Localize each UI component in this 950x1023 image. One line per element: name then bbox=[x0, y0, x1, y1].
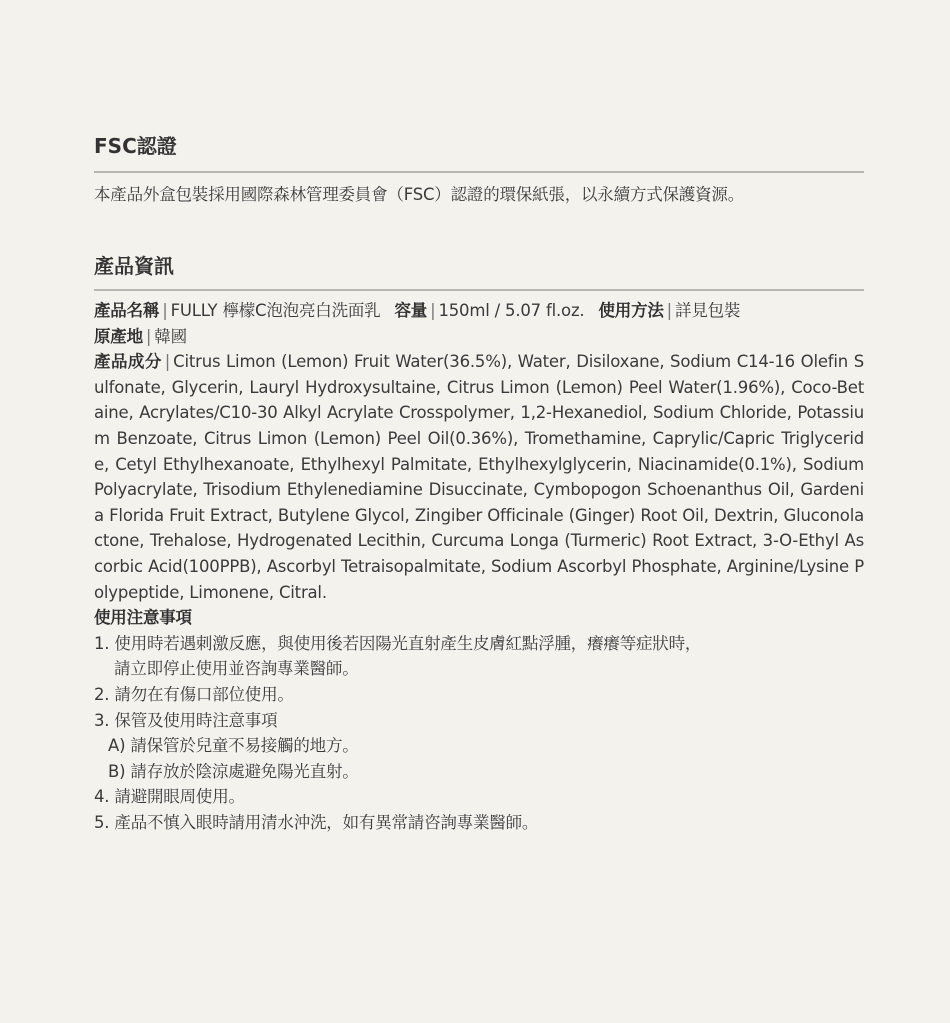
ingredients-label: 產品成分 bbox=[94, 352, 162, 372]
usage-value: 詳見包裝 bbox=[675, 301, 741, 320]
origin-row: 原產地 | 韓國 bbox=[94, 326, 187, 346]
caution-item-4: 4. 請避開眼周使用。 bbox=[94, 787, 245, 807]
caution-item-3a: A) 請保管於兒童不易接觸的地方。 bbox=[108, 736, 359, 756]
product-name-row: 產品名稱 | FULLY 檸檬C泡泡亮白洗面乳 容量 | 150ml / 5.07 fl.oz. 使用方法 | 詳見包裝 bbox=[94, 301, 741, 320]
product-info-section-title: 產品資訊 bbox=[94, 254, 174, 278]
cautions-label: 使用注意事項 bbox=[94, 608, 192, 628]
fsc-divider bbox=[94, 171, 864, 173]
product-name-label: 產品名稱 bbox=[94, 301, 160, 320]
product-info-divider bbox=[94, 289, 864, 291]
caution-item-5: 5. 產品不慎入眼時請用清水沖洗，如有異常請咨詢專業醫師。 bbox=[94, 812, 539, 832]
volume-label: 容量 bbox=[394, 301, 428, 320]
ingredients-block: 產品成分 | Citrus Limon (Lemon) Fruit Water(36.5%), Water, Disiloxane, Sodium C14-16 Olefin Sulfonate, Glycerin, Lauryl Hydroxysultaine, Citrus Limon (Lemon) Peel Water(1.96%), Coco-Betaine, Acrylates/C10-30 Alkyl Acrylate Crosspolymer, 1,2-Hexanediol, Sodium Chloride, Potassium Benzoate, Citrus Limon (Lemon) Peel Oil(0.36%), Tromethamine, Caprylic/Capric Triglyceride, Cetyl Ethylhexanoate, Ethylhexyl Palmitate, Ethylhexylglycerin, Niacinamide(0.1%), Sodium Polyacrylate, Trisodium Ethylenediamine Disuccinate, Cymbopogon Schoenanthus Oil, Gardenia Florida Fruit Extract, Butylene Glycol, Zingiber Officinale (Ginger) Root Oil, Dextrin, Gluconolactone, Trehalose, Hydrogenated Lecithin, Curcuma Longa (Turmeric) Root Extract, 3-O-Ethyl Ascorbic Acid(100PPB), Ascorbyl Tetraisopalmitate, Sodium Ascorbyl Phosphate, Arginine/Lysine Polypeptide, Limonene, Citral. bbox=[94, 352, 865, 602]
caution-item-2: 2. 請勿在有傷口部位使用。 bbox=[94, 684, 294, 704]
product-name-value: FULLY 檸檬C泡泡亮白洗面乳 bbox=[170, 301, 381, 320]
ingredients-value: Citrus Limon (Lemon) Fruit Water(36.5%), Water, Disiloxane, Sodium C14-16 Olefin Sulfonate, Glycerin, Lauryl Hydroxysultaine, Citrus Limon (Lemon) Peel Water(1.96%), Coco-Betaine, Acrylates/C10-30 Alkyl Acrylate Crosspolymer, 1,2-Hexanediol, Sodium Chloride, Potassium Benzoate, Citrus Limon (Lemon) Peel Oil(0.36%), Tromethamine, Caprylic/Capric Triglyceride, Cetyl Ethylhexanoate, Ethylhexyl Palmitate, Ethylhexylglycerin, Niacinamide(0.1%), Sodium Polyacrylate, Trisodium Ethylenediamine Disuccinate, Cymbopogon Schoenanthus Oil, Gardenia Florida Fruit Extract, Butylene Glycol, Zingiber Officinale (Ginger) Root Oil, Dextrin, Gluconolactone, Trehalose, Hydrogenated Lecithin, Curcuma Longa (Turmeric) Root Extract, 3-O-Ethyl Ascorbic Acid(100PPB), Ascorbyl Tetraisopalmitate, Sodium Ascorbyl Phosphate, Arginine/Lysine Polypeptide, Limonene, Citral. bbox=[94, 352, 865, 602]
caution-item-1-continued: 請立即停止使用並咨詢專業醫師。 bbox=[114, 659, 359, 679]
caution-item-3b: B) 請存放於陰涼處避免陽光直射。 bbox=[108, 761, 359, 781]
origin-value: 韓國 bbox=[154, 326, 187, 346]
product-info-body bbox=[94, 298, 864, 835]
fsc-section-title: FSC認證 bbox=[94, 134, 177, 158]
caution-item-3: 3. 保管及使用時注意事項 bbox=[94, 710, 278, 730]
usage-label: 使用方法 bbox=[598, 301, 664, 320]
volume-value: 150ml / 5.07 fl.oz. bbox=[438, 301, 585, 320]
caution-item-1: 1. 使用時若遇刺激反應，與使用後若因陽光直射產生皮膚紅點浮腫，癢癢等症狀時， bbox=[94, 633, 702, 653]
fsc-description: 本產品外盒包裝採用國際森林管理委員會（FSC）認證的環保紙張，以永續方式保護資源。 bbox=[94, 185, 744, 204]
origin-label: 原產地 bbox=[94, 326, 143, 346]
